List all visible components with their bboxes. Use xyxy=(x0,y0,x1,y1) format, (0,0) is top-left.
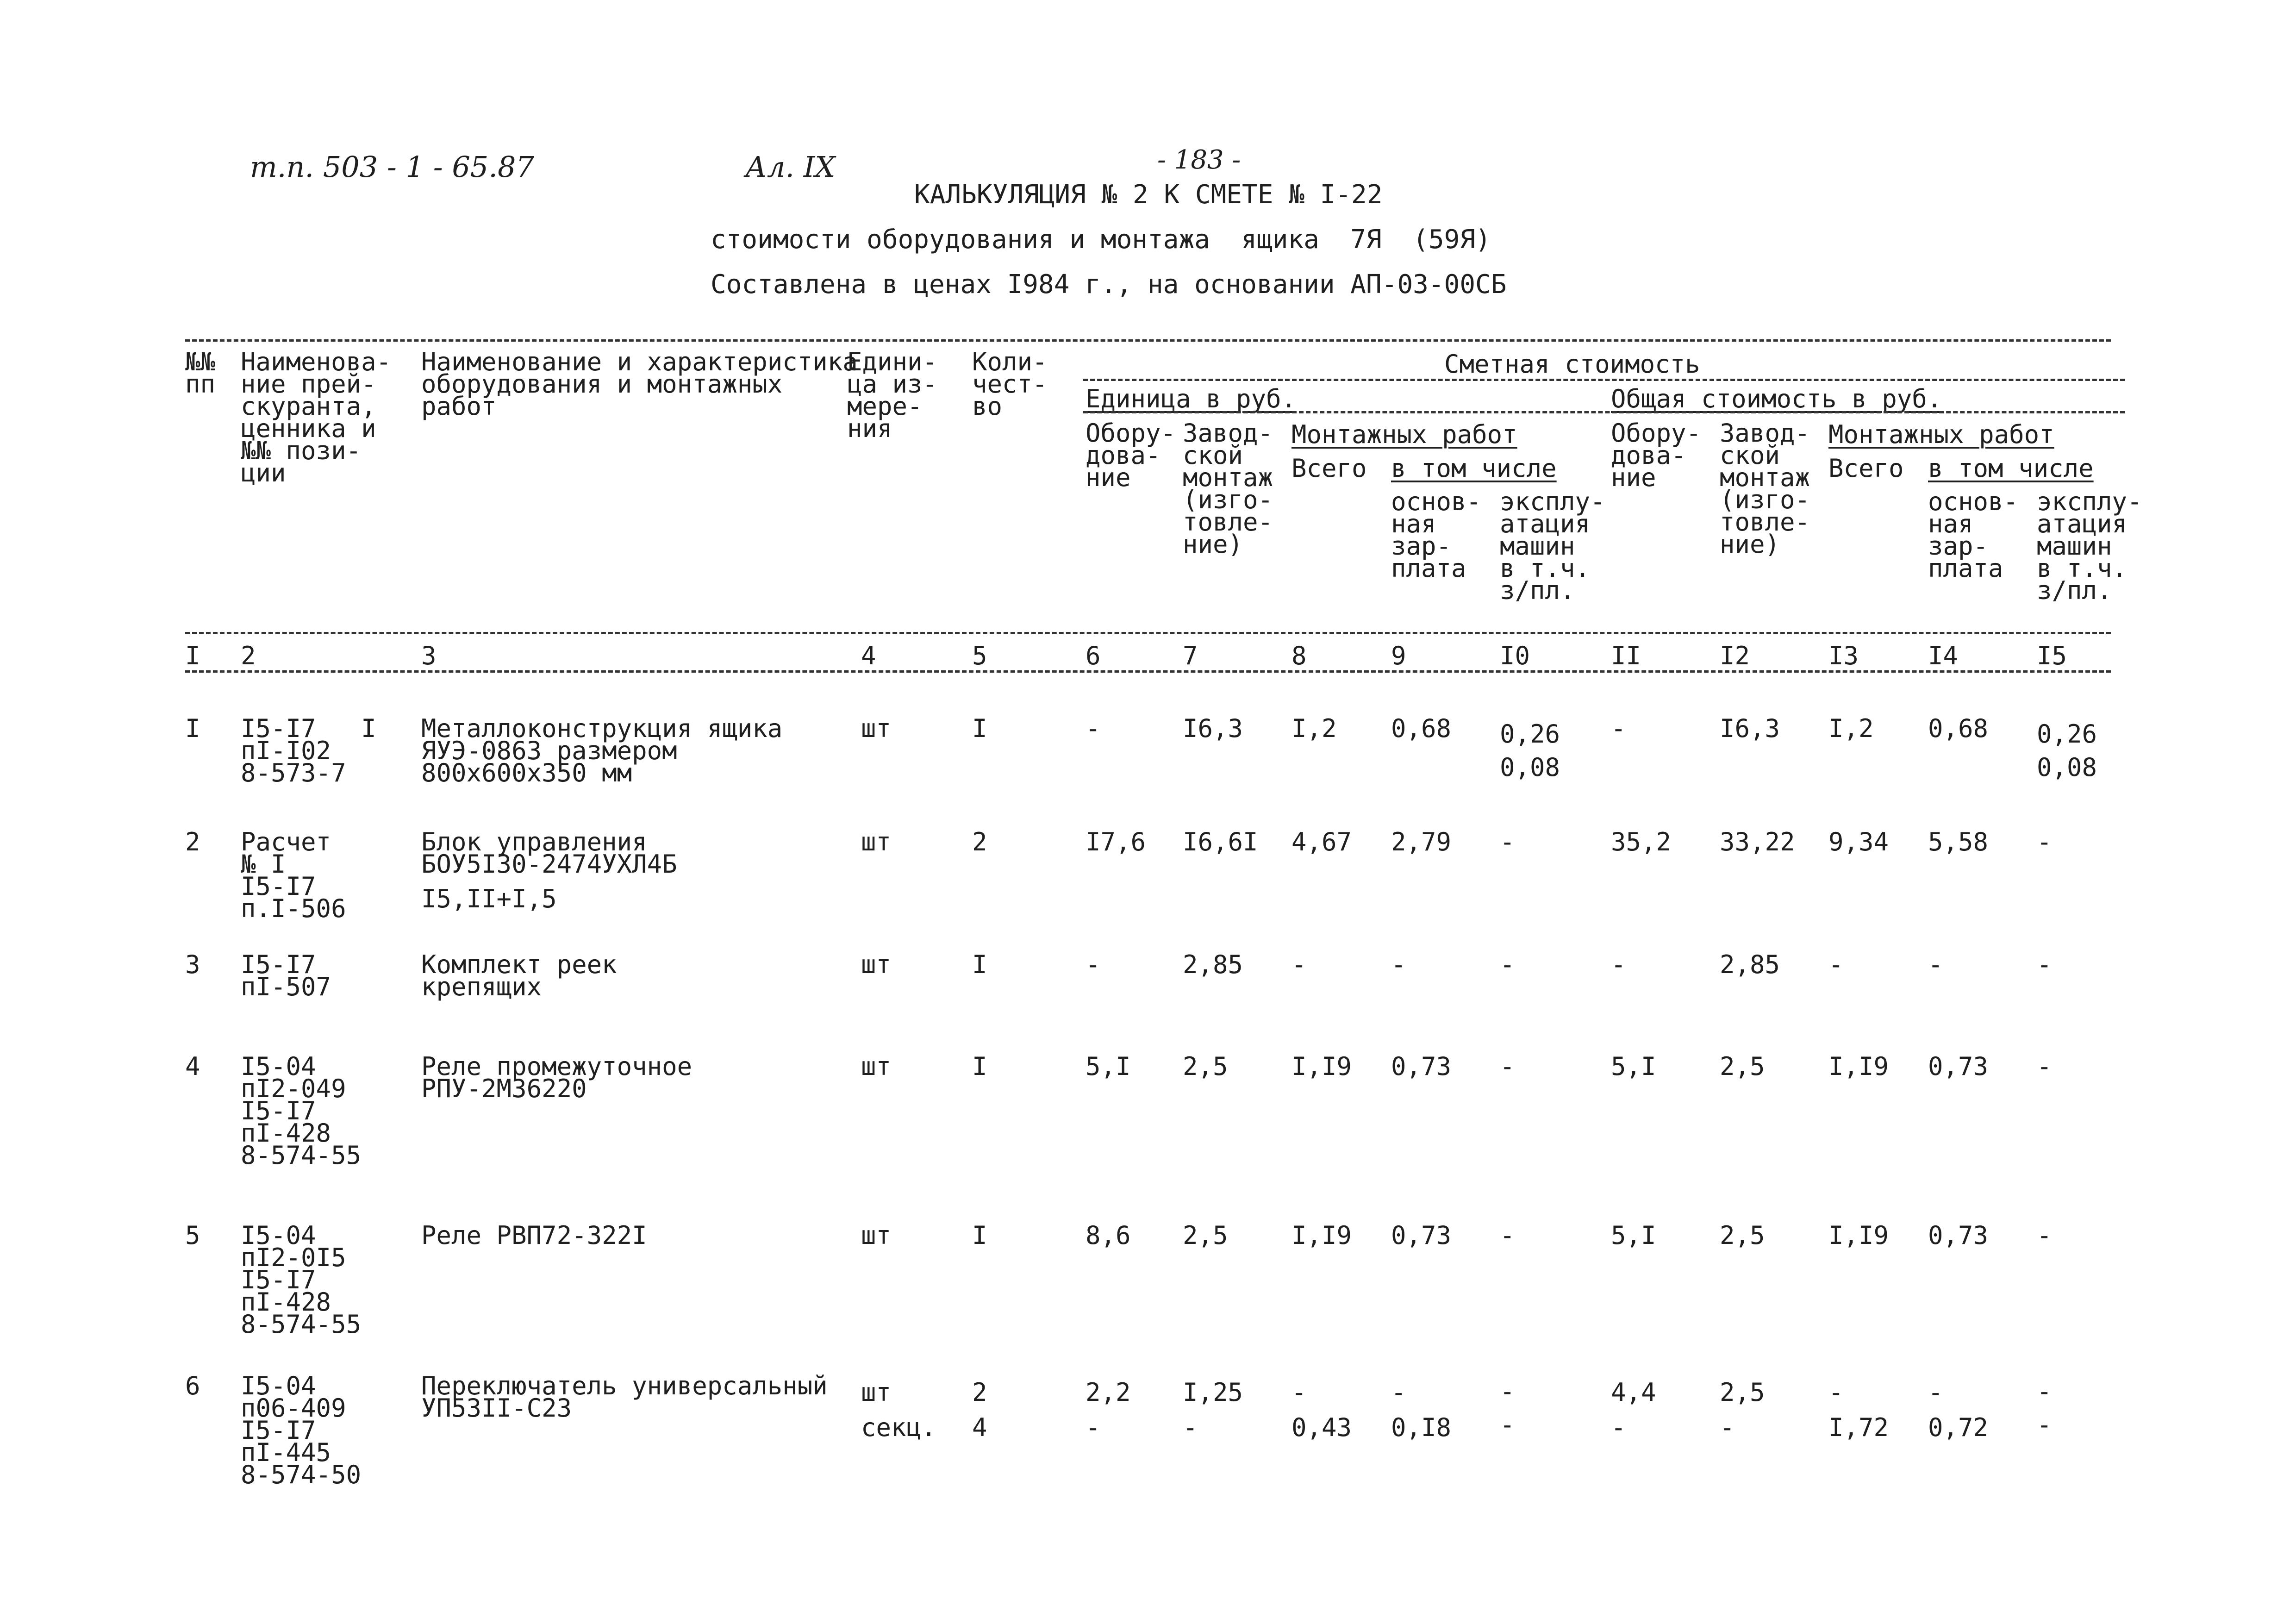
header-rule-2 xyxy=(1083,411,2125,413)
header-montazh-total: Монтажных работ xyxy=(1828,420,2054,449)
cell-unit: шт xyxy=(861,1052,892,1081)
cell-c15: 0,26 0,08 xyxy=(2037,719,2097,782)
column-number-label: I xyxy=(185,641,200,670)
header-c12: Завод- ской монтаж (изго- товле- ние) xyxy=(1720,418,1810,559)
cell-c10: - xyxy=(1500,827,1515,856)
cell-name: Блок управления БОУ5I30-2474УХЛ4Б xyxy=(421,827,677,879)
cell-qty: 2 xyxy=(972,827,987,856)
cell-qty: I xyxy=(972,714,987,743)
cell-c9: - xyxy=(1391,950,1406,979)
header-c15: эксплу- атация машин в т.ч. з/пл. xyxy=(2037,487,2142,605)
cell-num: 4 xyxy=(185,1052,200,1081)
cell-c7: I6,6I xyxy=(1183,827,1258,856)
column-number-label: 4 xyxy=(861,641,876,670)
cell-c11: 4,4 - xyxy=(1611,1378,1656,1442)
cell-c11: - xyxy=(1611,950,1626,979)
cell-code: I5-04 п06-409 I5-I7 пI-445 8-574-50 xyxy=(241,1371,362,1489)
cell-c8: 4,67 xyxy=(1292,827,1352,856)
header-unit-group: Единица в руб. xyxy=(1086,384,1297,413)
cell-name: Реле РВП72-322I xyxy=(421,1221,647,1250)
cell-c10: - xyxy=(1500,1221,1515,1250)
header-c9: основ- ная зар- плата xyxy=(1391,487,1482,583)
cell-c12: 2,5 xyxy=(1720,1221,1765,1250)
table-top-rule xyxy=(185,339,2111,342)
column-number-label: 6 xyxy=(1086,641,1101,670)
cell-c14: 0,73 xyxy=(1928,1052,1989,1081)
cell-qty: I xyxy=(972,950,987,979)
cell-name-extra: I5,II+I,5 xyxy=(421,884,557,913)
header-vtom-unit: в том числе xyxy=(1391,454,1557,483)
album-number: Ал. IX xyxy=(745,150,836,184)
cell-c14: 5,58 xyxy=(1928,827,1989,856)
cell-unit: шт xyxy=(861,950,892,979)
cell-c12: 33,22 xyxy=(1720,827,1795,856)
cell-code: I5-I7 I пI-I02 8-573-7 xyxy=(241,714,376,787)
header-c14: основ- ная зар- плата xyxy=(1928,487,2019,583)
cell-code: I5-04 пI2-0I5 I5-I7 пI-428 8-574-55 xyxy=(241,1221,362,1339)
cell-c15: - xyxy=(2037,1052,2052,1081)
document-subtitle: стоимости оборудования и монтажа ящика 7Я (59Я) xyxy=(711,225,1491,255)
cell-unit: шт секц. xyxy=(861,1378,936,1442)
cell-num: 2 xyxy=(185,827,200,856)
cell-c11: 35,2 xyxy=(1611,827,1672,856)
column-number-label: II xyxy=(1611,641,1641,670)
cell-c13: 9,34 xyxy=(1828,827,1889,856)
cell-code: Расчет № I I5-I7 п.I-506 xyxy=(241,827,346,923)
column-number-label: 3 xyxy=(421,641,437,670)
cell-c12: 2,85 xyxy=(1720,950,1780,979)
column-number-label: 7 xyxy=(1183,641,1198,670)
cell-c8: I,I9 xyxy=(1292,1052,1352,1081)
document-title: КАЛЬКУЛЯЦИЯ № 2 К СМЕТЕ № I-22 xyxy=(914,180,1383,210)
cell-code: I5-I7 пI-507 xyxy=(241,950,331,1001)
cell-c11: - xyxy=(1611,714,1626,743)
cell-c11: 5,I xyxy=(1611,1221,1656,1250)
cell-c7: I6,3 xyxy=(1183,714,1243,743)
cell-qty: I xyxy=(972,1221,987,1250)
column-number-label: I0 xyxy=(1500,641,1530,670)
cell-num: 5 xyxy=(185,1221,200,1250)
header-c7: Завод- ской монтаж (изго- товле- ние) xyxy=(1183,418,1273,559)
doc-code: т.п. 503 - 1 - 65.87 xyxy=(250,150,534,184)
cell-c13: I,2 xyxy=(1828,714,1874,743)
cell-c14: 0,68 xyxy=(1928,714,1989,743)
column-numbers-rule xyxy=(185,670,2111,673)
header-pricelist: Наименова- ние прей- скуранта, ценника и №№ пози- ции xyxy=(241,347,392,487)
cell-c7: 2,5 xyxy=(1183,1052,1228,1081)
cell-c9: - 0,I8 xyxy=(1391,1378,1452,1442)
header-montazh-unit: Монтажных работ xyxy=(1292,420,1517,449)
header-rule-1 xyxy=(1083,379,2125,381)
header-num: №№ пп xyxy=(185,347,216,399)
cell-c13: I,I9 xyxy=(1828,1221,1889,1250)
header-c6: Обору- дова- ние xyxy=(1086,418,1176,492)
cell-c9: 0,68 xyxy=(1391,714,1452,743)
cell-c12: 2,5 xyxy=(1720,1052,1765,1081)
cell-c13: - I,72 xyxy=(1828,1378,1889,1442)
cell-c14: - 0,72 xyxy=(1928,1378,1989,1442)
cell-c11: 5,I xyxy=(1611,1052,1656,1081)
cell-c6: 8,6 xyxy=(1086,1221,1131,1250)
cell-name: Металлоконструкция ящика ЯУЭ-0863 размером 800x600x350 мм xyxy=(421,714,783,787)
cell-num: 6 xyxy=(185,1371,200,1400)
cell-c14: - xyxy=(1928,950,1943,979)
cell-c10: - xyxy=(1500,950,1515,979)
cell-c6: - xyxy=(1086,714,1101,743)
cell-qty: I xyxy=(972,1052,987,1081)
cell-c15: - - xyxy=(2037,1377,2052,1439)
header-smetnaya: Сметная стоимость xyxy=(1444,350,1700,379)
cell-num: I xyxy=(185,714,200,743)
column-number-label: 8 xyxy=(1292,641,1307,670)
cell-unit: шт xyxy=(861,1221,892,1250)
cell-c13: - xyxy=(1828,950,1844,979)
cell-code: I5-04 пI2-049 I5-I7 пI-428 8-574-55 xyxy=(241,1052,362,1170)
header-c13: Всего xyxy=(1828,454,1904,483)
cell-c7: 2,5 xyxy=(1183,1221,1228,1250)
cell-c14: 0,73 xyxy=(1928,1221,1989,1250)
header-name: Наименование и характеристика оборудования и монтажных работ xyxy=(421,347,858,421)
cell-c12: I6,3 xyxy=(1720,714,1780,743)
cell-c8: I,2 xyxy=(1292,714,1337,743)
cell-c15: - xyxy=(2037,1221,2052,1250)
column-number-label: I3 xyxy=(1828,641,1859,670)
cell-c6: I7,6 xyxy=(1086,827,1146,856)
cell-c9: 0,73 xyxy=(1391,1221,1452,1250)
column-number-label: 5 xyxy=(972,641,987,670)
cell-c6: - xyxy=(1086,950,1101,979)
cell-c9: 2,79 xyxy=(1391,827,1452,856)
cell-c10: - - xyxy=(1500,1377,1515,1439)
column-number-label: I4 xyxy=(1928,641,1959,670)
cell-c12: 2,5 - xyxy=(1720,1378,1765,1442)
cell-c9: 0,73 xyxy=(1391,1052,1452,1081)
column-number-label: I2 xyxy=(1720,641,1750,670)
header-bottom-rule xyxy=(185,632,2111,634)
document-basis: Составлена в ценах I984 г., на основании АП-03-00СБ xyxy=(711,269,1507,300)
header-unit: Едини- ца из- мере- ния xyxy=(847,347,938,443)
cell-c13: I,I9 xyxy=(1828,1052,1889,1081)
cell-c6: 2,2 - xyxy=(1086,1378,1131,1442)
cell-c8: - 0,43 xyxy=(1292,1378,1352,1442)
cell-qty: 2 4 xyxy=(972,1378,987,1442)
cell-name: Переключатель универсальный УП53II-С23 xyxy=(421,1371,828,1423)
header-vtom-total: в том числе xyxy=(1928,454,2094,483)
column-number-label: I5 xyxy=(2037,641,2067,670)
cell-name: Реле промежуточное РПУ-2М36220 xyxy=(421,1052,693,1103)
cell-c7: I,25 - xyxy=(1183,1378,1243,1442)
cell-c10: - xyxy=(1500,1052,1515,1081)
header-c11: Обору- дова- ние xyxy=(1611,418,1702,492)
header-c8: Всего xyxy=(1292,454,1367,483)
cell-c8: - xyxy=(1292,950,1307,979)
cell-num: 3 xyxy=(185,950,200,979)
cell-unit: шт xyxy=(861,714,892,743)
column-number-label: 2 xyxy=(241,641,256,670)
cell-c8: I,I9 xyxy=(1292,1221,1352,1250)
page-number: - 183 - xyxy=(1157,145,1241,175)
column-number-label: 9 xyxy=(1391,641,1406,670)
cell-unit: шт xyxy=(861,827,892,856)
header-total-group: Общая стоимость в руб. xyxy=(1611,384,1942,413)
cell-c15: - xyxy=(2037,950,2052,979)
cell-c7: 2,85 xyxy=(1183,950,1243,979)
cell-c15: - xyxy=(2037,827,2052,856)
header-c10: эксплу- атация машин в т.ч. з/пл. xyxy=(1500,487,1605,605)
header-qty: Коли- чест- во xyxy=(972,347,1048,421)
cell-c10: 0,26 0,08 xyxy=(1500,719,1560,782)
cell-name: Комплект реек крепящих xyxy=(421,950,617,1001)
cell-c6: 5,I xyxy=(1086,1052,1131,1081)
